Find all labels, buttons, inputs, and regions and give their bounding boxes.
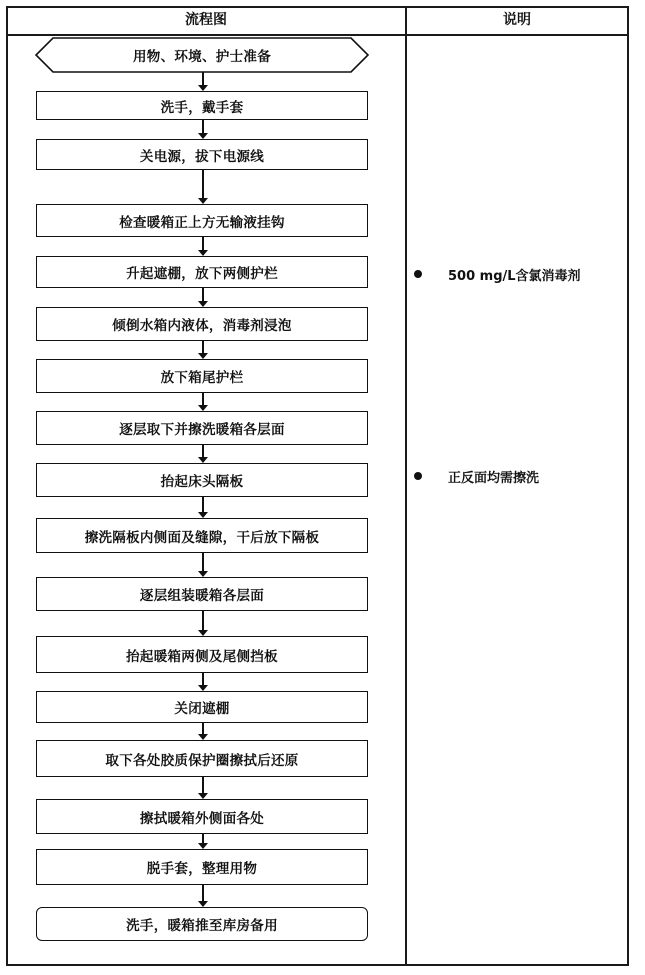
flow-arrow	[201, 120, 205, 139]
flow-step: 脱手套，整理用物	[36, 849, 368, 885]
flow-step: 放下箱尾护栏	[36, 359, 368, 393]
flow-step: 抬起暖箱两侧及尾侧挡板	[36, 636, 368, 673]
flow-arrow	[201, 288, 205, 307]
note-item	[414, 466, 539, 486]
flow-arrow	[201, 497, 205, 518]
flow-arrow	[201, 885, 205, 907]
flow-step-start: 用物、环境、护士准备	[133, 49, 271, 65]
flow-arrow	[201, 553, 205, 577]
flow-arrow	[201, 341, 205, 359]
flow-arrow	[201, 237, 205, 256]
flow-arrow	[201, 673, 205, 691]
flow-step: 升起遮棚，放下两侧护栏	[36, 256, 368, 288]
note-item	[414, 264, 581, 284]
flow-step: 检查暖箱正上方无输液挂钩	[36, 204, 368, 237]
bullet-icon	[414, 270, 422, 278]
flow-step: 洗手，戴手套	[36, 91, 368, 120]
flow-step: 擦洗隔板内侧面及缝隙，干后放下隔板	[36, 518, 368, 553]
flow-arrow	[201, 777, 205, 799]
flow-step: 取下各处胶质保护圈擦拭后还原	[36, 740, 368, 777]
flow-arrow	[201, 611, 205, 636]
flow-step-end: 洗手，暖箱推至库房备用	[36, 907, 368, 941]
flow-arrow	[201, 834, 205, 849]
flow-step: 擦拭暖箱外侧面各处	[36, 799, 368, 834]
flow-arrow	[201, 723, 205, 740]
flowchart-column-header: 流程图	[185, 12, 227, 28]
note-text: 正反面均需擦洗	[448, 470, 540, 486]
note-text: 500 mg/L含氯消毒剂	[448, 268, 581, 284]
flow-arrow	[201, 393, 205, 411]
flow-arrow	[201, 170, 205, 204]
flow-step: 关电源，拔下电源线	[36, 139, 368, 170]
flow-step: 抬起床头隔板	[36, 463, 368, 497]
flow-step: 关闭遮棚	[36, 691, 368, 723]
flow-arrow	[201, 445, 205, 463]
notes-column-header: 说明	[503, 12, 531, 28]
flow-step: 逐层组装暖箱各层面	[36, 577, 368, 611]
flow-arrow	[201, 72, 205, 91]
flow-step: 倾倒水箱内液体，消毒剂浸泡	[36, 307, 368, 341]
flow-step: 逐层取下并擦洗暖箱各层面	[36, 411, 368, 445]
bullet-icon	[414, 472, 422, 480]
